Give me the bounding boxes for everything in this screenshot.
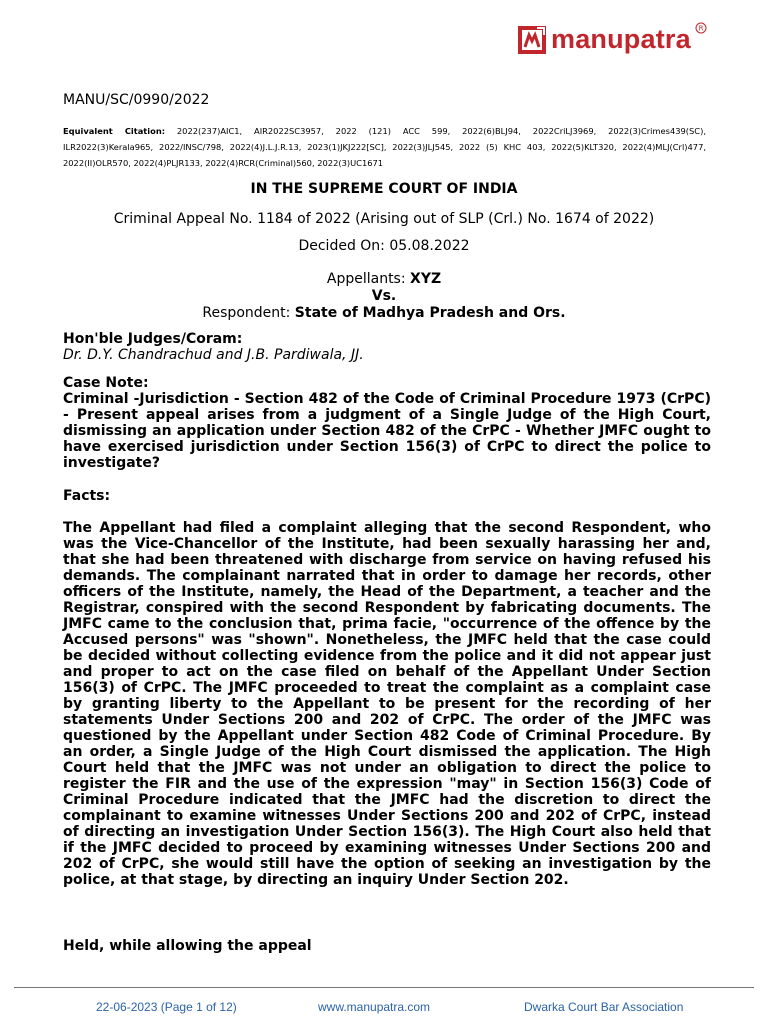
versus: Vs.	[371, 288, 397, 304]
judges-names: Dr. D.Y. Chandrachud and J.B. Pardiwala, JJ.	[63, 347, 364, 363]
judges-heading: Hon'ble Judges/Coram:	[63, 331, 243, 347]
manupatra-logo	[517, 24, 704, 55]
footer-divider	[14, 987, 754, 988]
document-id: MANU/SC/0990/2022	[63, 92, 210, 108]
footer-website-link[interactable]: www.manupatra.com	[318, 1000, 431, 1014]
respondent-label: Respondent:	[202, 305, 291, 321]
svg-text:R: R	[698, 24, 704, 33]
facts-heading: Facts:	[63, 488, 111, 504]
respondent-name: State of Madhya Pradesh and Ors.	[294, 305, 566, 321]
manupatra-logo-icon	[517, 25, 547, 55]
brand-name: manupatra	[551, 24, 691, 54]
respondent-line	[0, 305, 768, 322]
registered-icon	[695, 22, 707, 34]
appellants-name: XYZ	[410, 271, 442, 287]
held-heading: Held, while allowing the appeal	[63, 938, 312, 954]
equivalent-citation	[63, 123, 706, 171]
decided-date: Decided On: 05.08.2022	[298, 238, 470, 254]
citation-label: Equivalent Citation:	[63, 126, 166, 136]
parties	[0, 271, 768, 322]
case-note-heading: Case Note:	[63, 375, 149, 391]
appellants-line	[0, 271, 768, 288]
appeal-number: Criminal Appeal No. 1184 of 2022 (Arising out of SLP (Crl.) No. 1674 of 2022)	[113, 211, 655, 227]
facts-text: The Appellant had filed a complaint alleging that the second Respondent, who was the Vice-Chancellor of the Institute, had been sexually harassing her and, that she had been threatened with discharge from service on having refused his demands. The complainant narrated that in order to damage her records, other officers of the Institute, namely, the Head of the Department, a teacher and the Registrar, conspired with the second Respondent by fabricating documents. The JMFC came to the conclusion that, prima facie, "occurrence of the offence by the Accused persons" was "shown". Nonetheless, the JMFC held that the case could be decided without collecting evidence from the police and it did not appear just and proper to act on the case filed on behalf of the Appellant Under Section 156(3) of CrPC. The JMFC proceeded to treat the complaint as a complaint case by granting liberty to the Appellant to be present for the recording of her statements Under Sections 200 and 202 of CrPC. The order of the JMFC was questioned by the Appellant under Section 482 Code of Criminal Procedure. By an order, a Single Judge of the High Court dismissed the application. The High Court held that the JMFC was not under an obligation to direct the police to register the FIR and the use of the expression "may" in Section 156(3) Code of Criminal Procedure indicated that the JMFC had the discretion to direct the complainant to examine witnesses Under Sections 200 and 202 of CrPC, instead of directing an investigation Under Section 156(3). The High Court also held that if the JMFC decided to proceed by examining witnesses Under Sections 200 and 202 of CrPC, she would still have the option of seeking an investigation by the police, at that stage, by directing an inquiry Under Section 202.	[63, 520, 711, 888]
court-name: IN THE SUPREME COURT OF INDIA	[250, 181, 518, 197]
citation-text: 2022(237)AIC1, AIR2022SC3957, 2022 (121) ACC 599, 2022(6)BLJ94, 2022CriLJ3969, 2022(3)Crimes439(SC), ILR2022(3)Kerala965, 2022/INSC/798, 2022(4)J.L.J.R.13, 2023(1)JKJ222[SC], 2022(3)JLJ545, 2022 (5) KHC 403, 2022(5)KLT320, 2022(4)MLJ(Crl)477, 2022(II)OLR570, 2022(4)PLJR133, 2022(4)RCR(Criminal)560, 2022(3)UC1671	[63, 126, 706, 168]
appellants-label: Appellants:	[326, 271, 406, 287]
footer-date-page: 22-06-2023 (Page 1 of 12)	[96, 1000, 237, 1014]
case-note-text: Criminal -Jurisdiction - Section 482 of the Code of Criminal Procedure 1973 (CrPC) - Present appeal arises from a judgment of a Single Judge of the High Court, dismissing an application under Section 482 of the CrPC - Whether JMFC ought to have exercised jurisdiction under Section 156(3) of CrPC to direct the police to investigate?	[63, 391, 711, 471]
footer-association: Dwarka Court Bar Association	[524, 1000, 684, 1014]
